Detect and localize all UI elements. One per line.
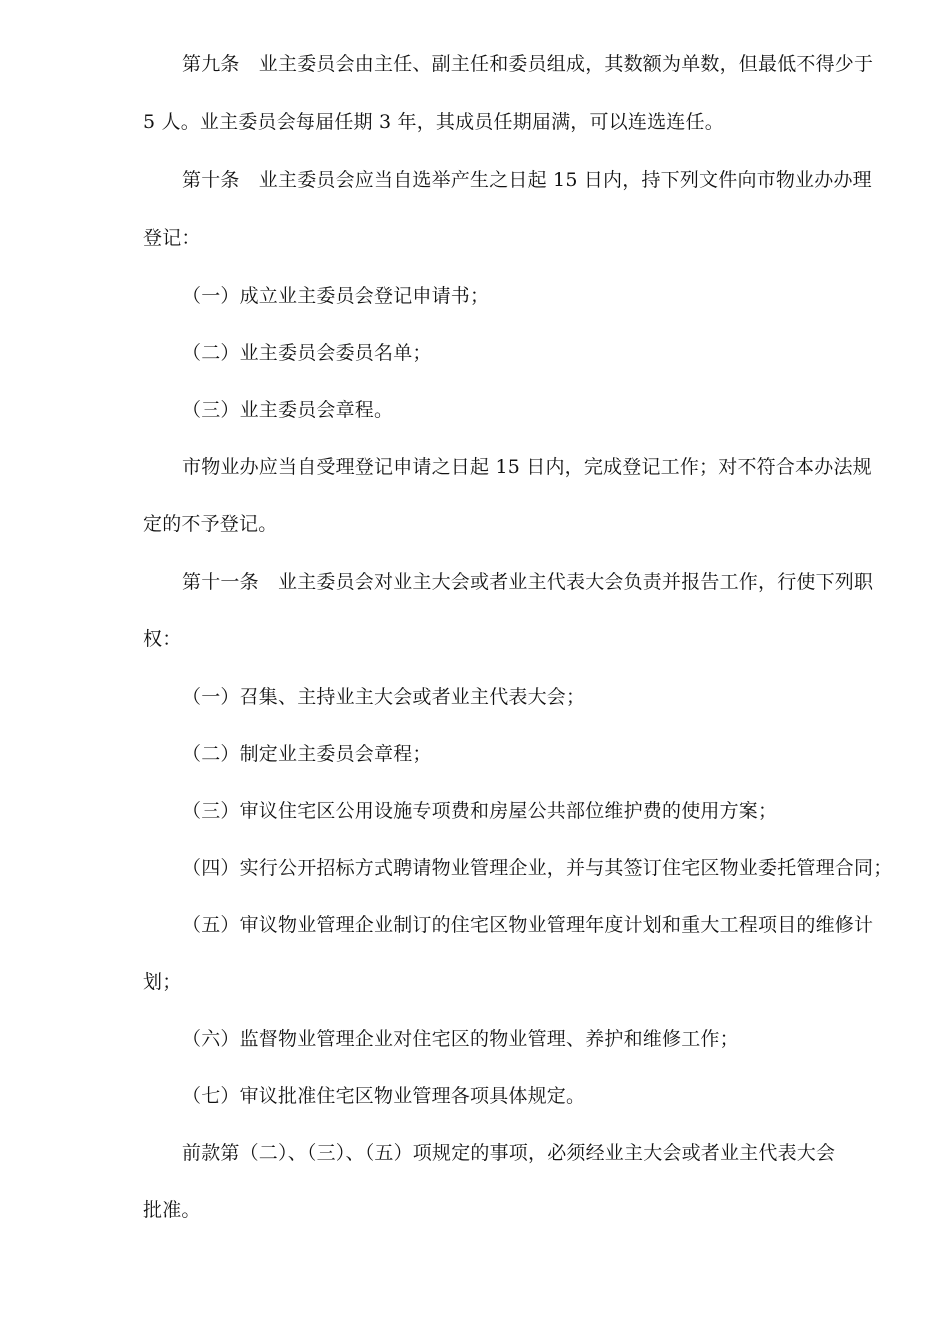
article11-line2: 权： bbox=[143, 628, 182, 650]
article11-item-1: （一）召集、主持业主大会或者业主代表大会； bbox=[182, 686, 586, 708]
article11-item-3: （三）审议住宅区公用设施专项费和房屋公共部位维护费的使用方案； bbox=[182, 800, 778, 822]
article11-item-6: （六）监督物业管理企业对住宅区的物业管理、养护和维修工作； bbox=[182, 1028, 739, 1050]
article11-item-5: （五）审议物业管理企业制订的住宅区物业管理年度计划和重大工程项目的维修计 bbox=[182, 914, 874, 936]
article10-item-1: （一）成立业主委员会登记申请书； bbox=[182, 285, 490, 307]
article11-item-2: （二）制定业主委员会章程； bbox=[182, 743, 432, 765]
article11-line1: 第十一条 业主委员会对业主大会或者业主代表大会负责并报告工作，行使下列职 bbox=[182, 571, 874, 593]
article10-line2: 登记： bbox=[143, 227, 201, 249]
article11-item-4: （四）实行公开招标方式聘请物业管理企业，并与其签订住宅区物业委托管理合同； bbox=[182, 857, 893, 879]
article11-item-7: （七）审议批准住宅区物业管理各项具体规定。 bbox=[182, 1085, 586, 1107]
article10-item-2: （二）业主委员会委员名单； bbox=[182, 342, 432, 364]
article9-line2: 5 人。业主委员会每届任期 3 年，其成员任期届满，可以连选连任。 bbox=[143, 111, 724, 133]
article11-para-line1: 前款第（二）、（三）、（五）项规定的事项，必须经业主大会或者业主代表大会 bbox=[182, 1142, 836, 1164]
article11-item-5-cont: 划； bbox=[143, 971, 182, 993]
article10-item-3: （三）业主委员会章程。 bbox=[182, 399, 394, 421]
article10-line1: 第十条 业主委员会应当自选举产生之日起 15 日内，持下列文件向市物业办办理 bbox=[182, 169, 872, 191]
article10-para-line2: 定的不予登记。 bbox=[143, 513, 278, 535]
article9-line1: 第九条 业主委员会由主任、副主任和委员组成，其数额为单数，但最低不得少于 bbox=[182, 53, 874, 75]
article10-para-line1: 市物业办应当自受理登记申请之日起 15 日内，完成登记工作；对不符合本办法规 bbox=[182, 456, 872, 478]
article11-para-line2: 批准。 bbox=[143, 1199, 201, 1221]
